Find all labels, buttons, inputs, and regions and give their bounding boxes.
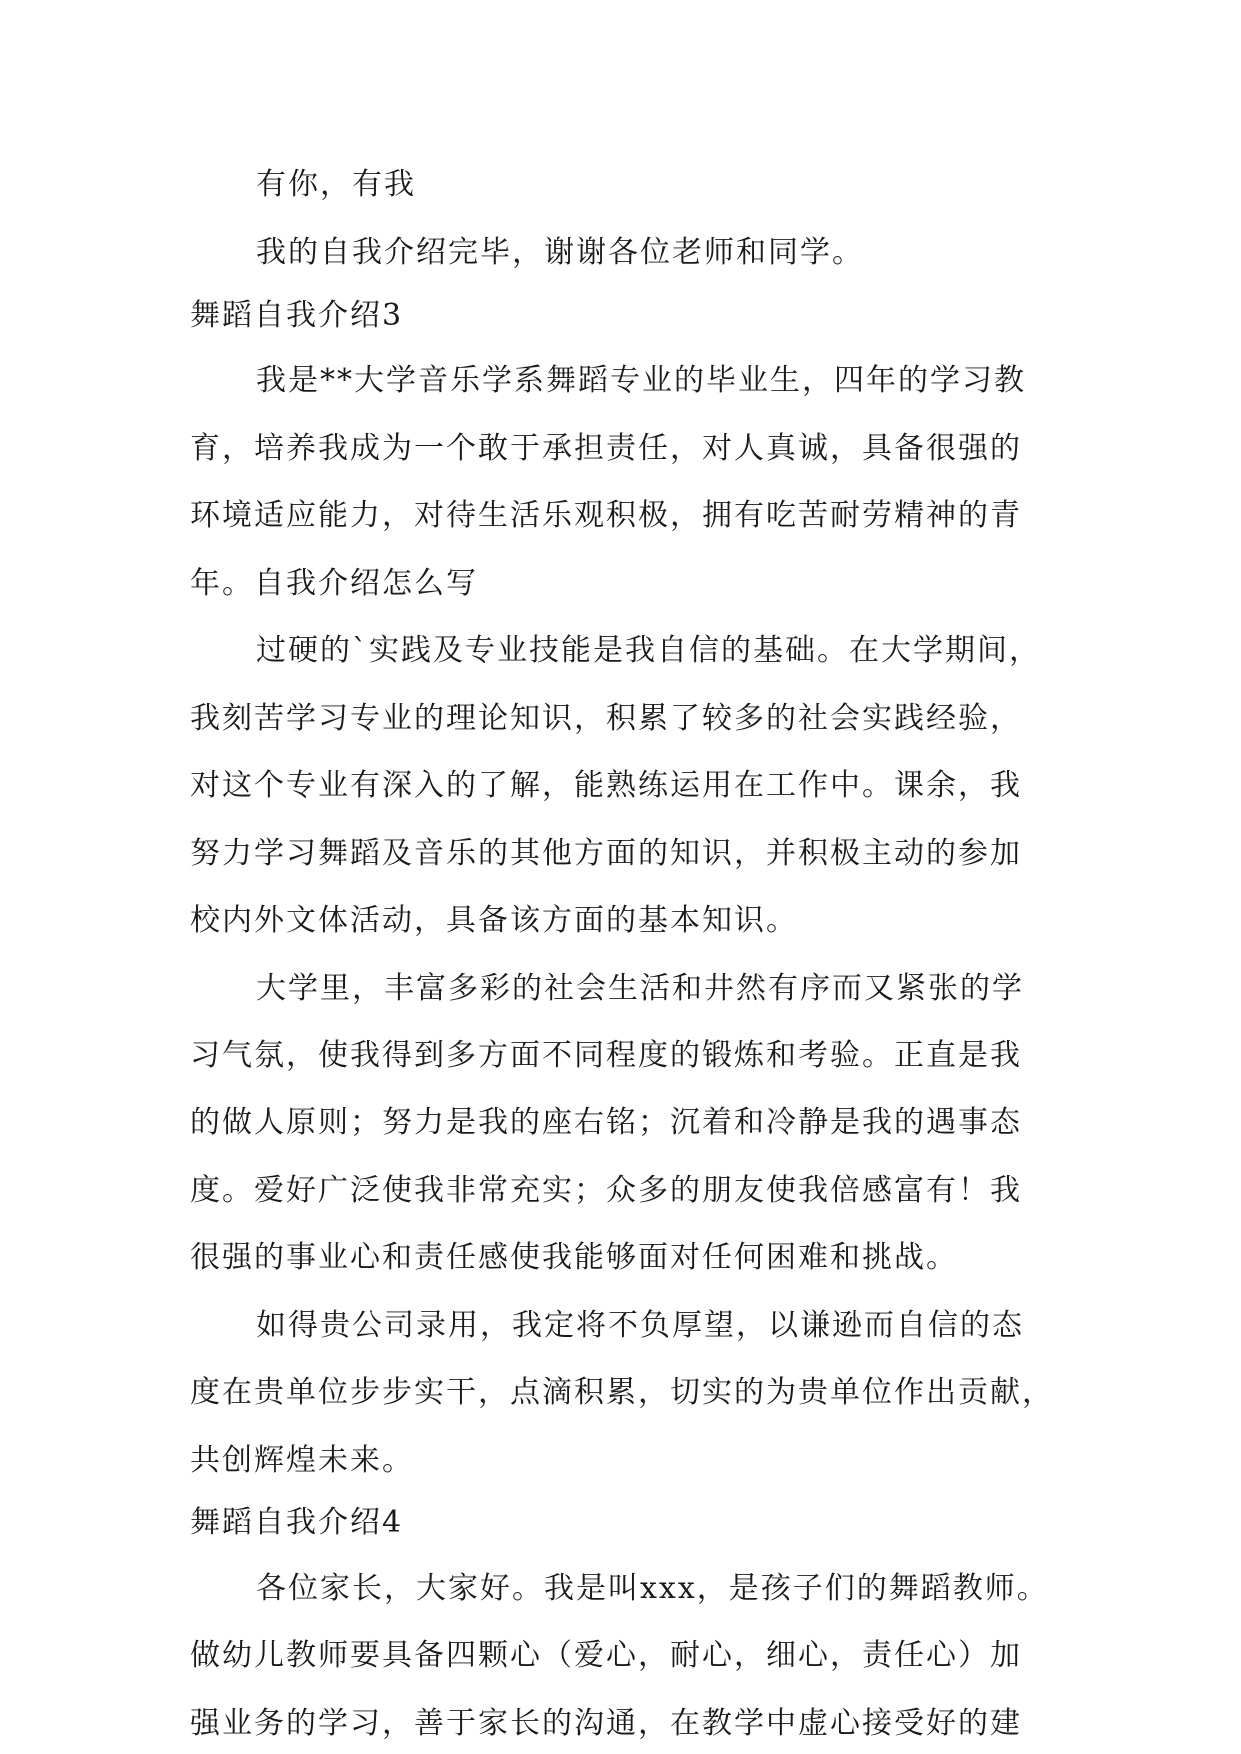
- text-line: 过硬的`实践及专业技能是我自信的基础。在大学期间，: [256, 633, 1041, 668]
- text-line: 强业务的学习，善于家长的沟通，在教学中虚心接受好的建: [190, 1706, 1022, 1741]
- text-line: 我是**大学音乐学系舞蹈专业的毕业生，四年的学习教: [256, 363, 1026, 398]
- section-heading: 舞蹈自我介绍3: [190, 298, 404, 333]
- text-line: 我的自我介绍完毕，谢谢各位老师和同学。: [256, 235, 864, 270]
- text-line: 共创辉煌未来。: [190, 1443, 414, 1478]
- text-line: 的做人原则；努力是我的座右铭；沉着和冷静是我的遇事态: [190, 1105, 1022, 1140]
- text-line: 习气氛，使我得到多方面不同程度的锻炼和考验。正直是我: [190, 1038, 1022, 1073]
- text-line: 各位家长，大家好。我是叫xxx，是孩子们的舞蹈教师。: [256, 1571, 1049, 1606]
- text-line: 努力学习舞蹈及音乐的其他方面的知识，并积极主动的参加: [190, 836, 1022, 871]
- text-line: 很强的事业心和责任感使我能够面对任何困难和挑战。: [190, 1240, 958, 1275]
- text-line: 如得贵公司录用，我定将不负厚望，以谦逊而自信的态: [256, 1308, 1024, 1343]
- text-line: 我刻苦学习专业的理论知识，积累了较多的社会实践经验，: [190, 701, 1022, 736]
- text-line: 对这个专业有深入的了解，能熟练运用在工作中。课余，我: [190, 768, 1022, 803]
- text-line: 环境适应能力，对待生活乐观积极，拥有吃苦耐劳精神的青: [190, 498, 1022, 533]
- text-line: 度在贵单位步步实干，点滴积累，切实的为贵单位作出贡献，: [190, 1375, 1054, 1410]
- text-line: 做幼儿教师要具备四颗心（爱心，耐心，细心，责任心）加: [190, 1638, 1022, 1673]
- text-line: 育，培养我成为一个敢于承担责任，对人真诚，具备很强的: [190, 431, 1022, 466]
- text-line: 年。自我介绍怎么写: [190, 566, 478, 601]
- text-line: 有你，有我: [256, 167, 416, 202]
- text-line: 大学里，丰富多彩的社会生活和井然有序而又紧张的学: [256, 971, 1024, 1006]
- section-heading: 舞蹈自我介绍4: [190, 1505, 404, 1540]
- text-line: 度。爱好广泛使我非常充实；众多的朋友使我倍感富有！我: [190, 1173, 1022, 1208]
- text-line: 校内外文体活动，具备该方面的基本知识。: [190, 903, 798, 938]
